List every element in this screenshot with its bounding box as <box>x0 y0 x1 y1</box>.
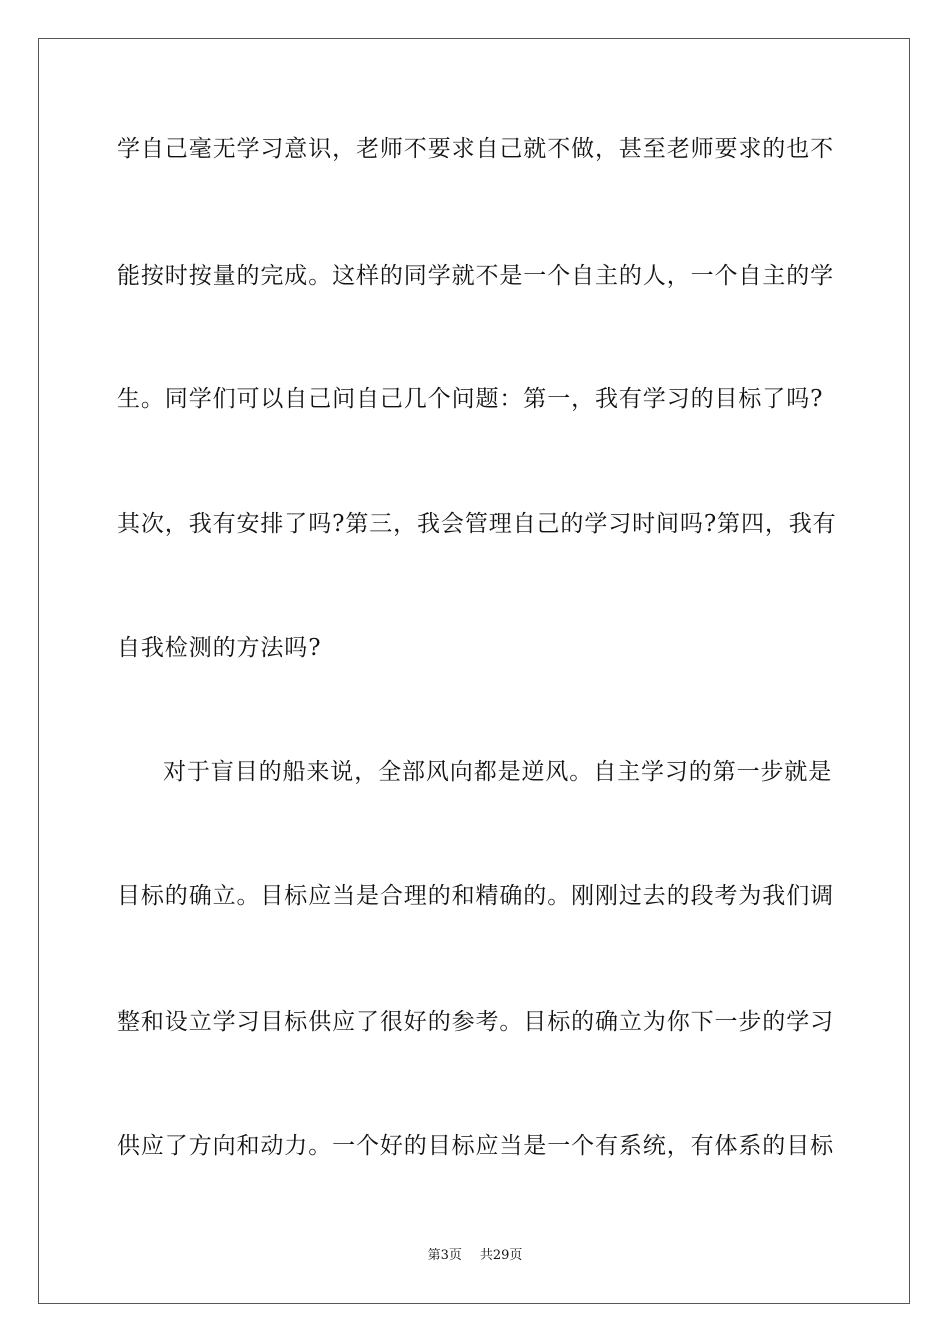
text-line: 供应了方向和动力。一个好的目标应当是一个有系统，有体系的目标 <box>117 1133 834 1159</box>
page-total: 共29页 <box>479 1248 523 1263</box>
text-line: 自我检测的方法吗? <box>117 635 322 661</box>
page-footer <box>0 1248 950 1264</box>
paragraph-start-line: 对于盲目的船来说，全部风向都是逆风。自主学习的第一步就是 <box>163 759 833 785</box>
text-line: 能按时按量的完成。这样的同学就不是一个自主的人，一个自主的学 <box>117 263 834 289</box>
text-line: 学自己毫无学习意识，老师不要求自己就不做，甚至老师要求的也不 <box>117 136 834 162</box>
text-line: 目标的确立。目标应当是合理的和精确的。刚刚过去的段考为我们调 <box>117 883 834 909</box>
text-line: 其次，我有安排了吗?第三，我会管理自己的学习时间吗?第四，我有 <box>117 511 837 537</box>
page-border <box>38 38 910 1304</box>
text-line: 生。同学们可以自己问自己几个问题：第一，我有学习的目标了吗? <box>117 386 824 412</box>
page-number: 第3页 <box>427 1248 462 1263</box>
text-line: 整和设立学习目标供应了很好的参考。目标的确立为你下一步的学习 <box>117 1009 834 1035</box>
